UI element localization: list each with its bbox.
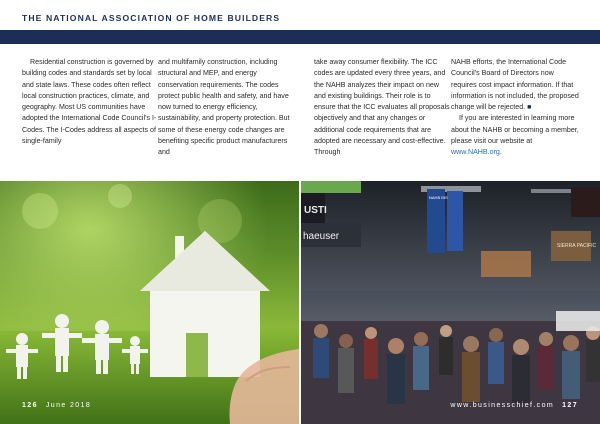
article-column-1 [22,57,160,147]
footer-left [22,402,91,409]
paragraph-text: NAHB efforts, the International Code Council’s Board of Directors now requires cost impact information. If that information is not included, the proposed change will be rejected. [451,58,579,111]
article-paragraph: take away consumer flexibility. The ICC codes are updated every three years, and the NAHB analyzes their impact on new and existing buildings. Their role is to ensure that the ICC evaluates all proposals objectively and that any changes or additional code requirements that are adopted are necessary and cost-effective. Through [314,58,450,156]
issue-date: June 2018 [45,402,92,409]
article-paragraph [451,57,581,113]
header-band [0,30,600,44]
nahb-website-link[interactable]: www.NAHB.org [451,148,500,156]
paragraph-text: If you are interested in learning more about the NAHB or becoming a member, please visit our website at [451,114,579,145]
page-number: 126 [22,402,38,409]
article-column-4 [451,57,581,158]
page-number: 127 [562,402,578,409]
footer-right [450,402,578,409]
banner-text: NAHB IBS [429,195,448,200]
article-paragraph [451,113,581,158]
banner-text: SIERRA PACIFIC [557,243,597,249]
trade-show-photo [301,181,600,424]
article-column-3 [314,57,452,158]
article-paragraph: Residential construction is governed by building codes and standards set by local and state laws. These codes often reflect local construction practices, climate, and geography. Most US communities have adopted the International Code Council’s I-Codes. The I-Codes address all aspects of single-family [22,58,157,145]
period: . [499,148,502,156]
website-url[interactable]: www.businesschief.com [450,402,555,409]
article-body [22,57,578,167]
article-paragraph: and multifamily construction, including structural and MEP, and energy conservation requirements. The codes protect public health and safety, and have now turned to energy efficiency, sustainability, and property protection. But some of these energy code changes are benefiting specific product manufacturers and [158,58,290,156]
end-mark-icon: ■ [527,104,532,111]
article-column-2 [158,57,296,158]
trade-show-crowd-photo [301,181,600,424]
banner-text: haeuser [303,231,340,242]
house-family-photo [0,181,299,424]
banner-text: USTI [304,205,327,216]
magazine-section-title: THE NATIONAL ASSOCIATION OF HOME BUILDERS [22,13,281,23]
paper-house-family-icon [0,181,299,424]
